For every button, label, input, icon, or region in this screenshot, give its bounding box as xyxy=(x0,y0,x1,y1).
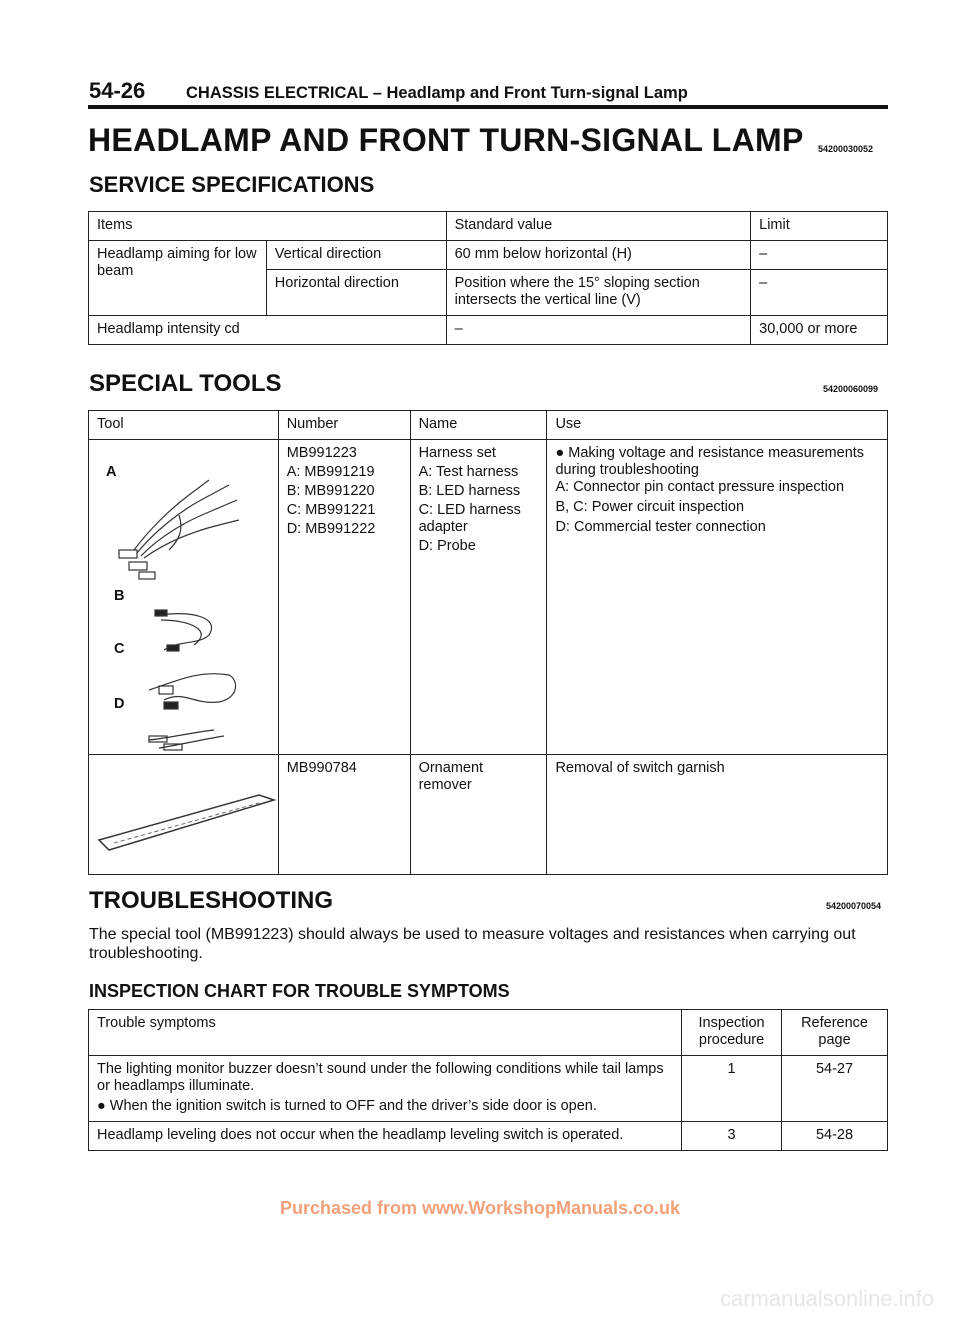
ornament-remover-name: Ornament remover xyxy=(410,755,547,875)
horizontal-value: Position where the 15° sloping section intersects the vertical line (V) xyxy=(446,270,751,316)
symptom-bullet: ● When the ignition switch is turned to OFF and the driver’s side door is open. xyxy=(97,1098,597,1114)
horizontal-label: Horizontal direction xyxy=(266,270,446,316)
tool-images xyxy=(89,440,279,755)
harness-set-names xyxy=(410,440,547,755)
section-name: CHASSIS ELECTRICAL xyxy=(186,84,369,102)
horizontal-limit: – xyxy=(751,270,888,316)
title-code: 54200030052 xyxy=(818,144,874,154)
table-row xyxy=(89,212,888,241)
watermark: Purchased from www.WorkshopManuals.co.uk xyxy=(279,1198,681,1218)
header-standard: Standard value xyxy=(446,212,751,241)
special-tools-table xyxy=(88,410,888,875)
harness-set-numbers xyxy=(278,440,410,755)
troubleshooting-heading: TROUBLESHOOTING xyxy=(89,887,333,914)
tool-label-a: A xyxy=(106,464,117,480)
table-row xyxy=(89,1122,888,1151)
use-line: D: Commercial tester connection xyxy=(555,519,766,535)
intensity-limit: 30,000 or more xyxy=(751,316,888,345)
tool-label-d: D xyxy=(114,696,125,712)
header-limit: Limit xyxy=(751,212,888,241)
harness-set-uses xyxy=(547,440,888,755)
name-line: B: LED harness xyxy=(418,483,521,499)
table-row xyxy=(89,440,888,755)
troubleshooting-body: The special tool (MB991223) should always be used to measure voltages and resistances when carrying out troubleshooting. xyxy=(89,926,856,962)
intensity-value: – xyxy=(446,316,751,345)
procedure-cell: 1 xyxy=(682,1056,782,1122)
number-line: C: MB991221 xyxy=(286,502,376,518)
inspection-chart-table xyxy=(88,1009,888,1151)
intensity-label: Headlamp intensity cd xyxy=(89,316,447,345)
troubleshooting-code: 54200070054 xyxy=(826,901,882,911)
number-line: A: MB991219 xyxy=(286,464,375,480)
ornament-remover-number: MB990784 xyxy=(278,755,410,875)
reference-cell: 54-27 xyxy=(782,1056,888,1122)
header-use: Use xyxy=(547,411,888,440)
section-header xyxy=(186,84,688,103)
reference-cell: 54-28 xyxy=(782,1122,888,1151)
header-rule xyxy=(88,105,888,109)
special-tools-code: 54200060099 xyxy=(823,384,879,394)
symptom-text: The lighting monitor buzzer doesn’t sound under the following conditions while tail lamps or headlamps illuminate. xyxy=(97,1061,664,1094)
special-tools-heading: SPECIAL TOOLS xyxy=(89,370,282,397)
vertical-value: 60 mm below horizontal (H) xyxy=(446,241,751,270)
header-number: Number xyxy=(278,411,410,440)
table-row xyxy=(89,1010,888,1056)
service-specs-heading: SERVICE SPECIFICATIONS xyxy=(89,172,375,197)
tool-label-c: C xyxy=(114,641,125,657)
header-items: Items xyxy=(89,212,447,241)
vertical-limit: – xyxy=(751,241,888,270)
header-symptoms: Trouble symptoms xyxy=(89,1010,682,1056)
ornament-remover-illustration xyxy=(89,755,279,865)
use-line: B, C: Power circuit inspection xyxy=(555,499,745,515)
subsection-name: Headlamp and Front Turn-signal Lamp xyxy=(386,84,688,102)
aiming-label: Headlamp aiming for low beam xyxy=(89,241,267,316)
table-row xyxy=(89,411,888,440)
number-line: D: MB991222 xyxy=(286,521,376,537)
section-separator: – xyxy=(372,84,382,102)
name-line: Harness set xyxy=(418,445,496,461)
page-title: HEADLAMP AND FRONT TURN-SIGNAL LAMP xyxy=(88,122,804,158)
name-line: D: Probe xyxy=(418,538,476,554)
name-line: C: LED harness adapter xyxy=(418,502,521,535)
number-line: B: MB991220 xyxy=(286,483,375,499)
procedure-cell: 3 xyxy=(682,1122,782,1151)
table-row xyxy=(89,316,888,345)
harness-set-illustration xyxy=(89,440,279,755)
ornament-remover-use: Removal of switch garnish xyxy=(547,755,888,875)
header-reference: Reference page xyxy=(782,1010,888,1056)
use-line: A: Connector pin contact pressure inspection xyxy=(555,479,845,495)
service-specs-table xyxy=(88,211,888,345)
vertical-label: Vertical direction xyxy=(266,241,446,270)
name-line: A: Test harness xyxy=(418,464,519,480)
page-number: 54-26 xyxy=(89,78,146,103)
table-row xyxy=(89,241,888,270)
header-tool: Tool xyxy=(89,411,279,440)
tool-label-b: B xyxy=(114,588,125,604)
symptom-cell xyxy=(89,1056,682,1122)
number-line: MB991223 xyxy=(286,445,357,461)
inspection-chart-heading: INSPECTION CHART FOR TROUBLE SYMPTOMS xyxy=(89,981,510,1001)
table-row xyxy=(89,755,888,875)
table-row xyxy=(89,1056,888,1122)
symptom-cell: Headlamp leveling does not occur when the headlamp leveling switch is operated. xyxy=(89,1122,682,1151)
header-name: Name xyxy=(410,411,547,440)
header-procedure: Inspection procedure xyxy=(682,1010,782,1056)
footer-site: carmanualsonline.info xyxy=(720,1286,935,1311)
ornament-remover-image xyxy=(89,755,279,875)
use-line: ● Making voltage and resistance measurements during troubleshooting xyxy=(555,445,865,478)
